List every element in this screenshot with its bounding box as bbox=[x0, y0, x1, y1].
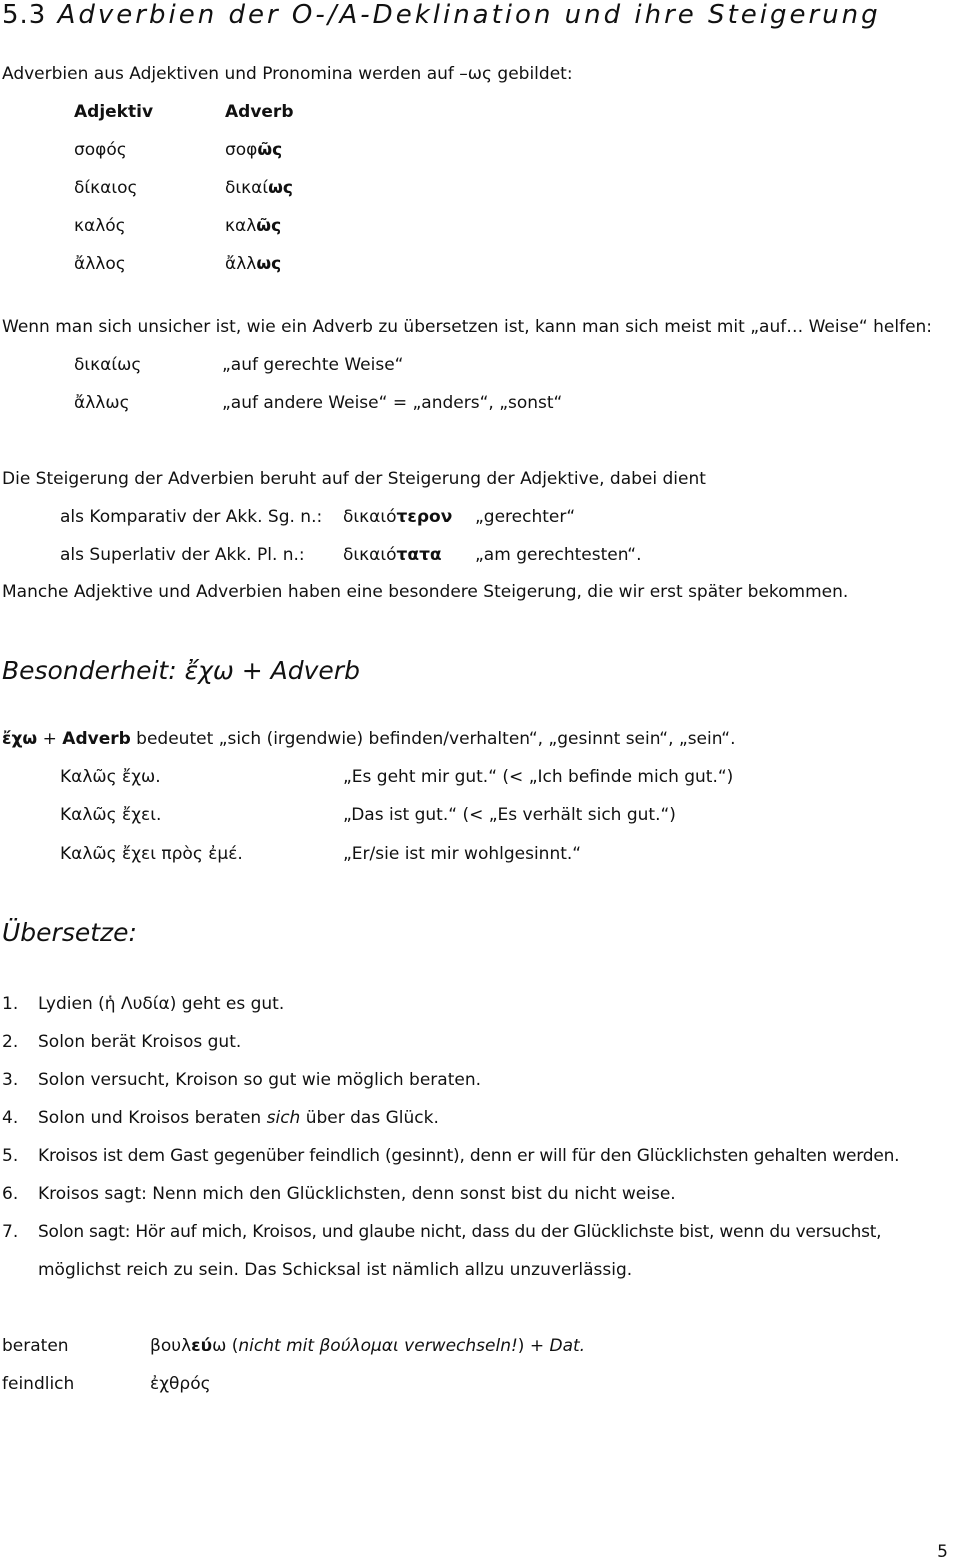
adv-ending: ῶς bbox=[257, 140, 283, 160]
adv-ending: ῶς bbox=[256, 216, 282, 236]
adj-cell: σοφός bbox=[74, 140, 127, 160]
example-german: „Das ist gut.“ (< „Es verhält sich gut.“) bbox=[343, 805, 676, 825]
exercise-text-line2: möglichst reich zu sein. Das Schicksal ist nämlich allzu unzuverlässig. bbox=[38, 1260, 633, 1280]
exercise-text: Solon versucht, Kroison so gut wie möglich beraten. bbox=[38, 1070, 482, 1090]
echo-definition bbox=[2, 728, 735, 750]
steigerung-greek bbox=[343, 544, 442, 566]
steigerung-label: als Komparativ der Akk. Sg. n.: bbox=[60, 507, 323, 527]
vocab-note-close: ) + bbox=[517, 1336, 550, 1356]
exercise-text bbox=[38, 1107, 439, 1129]
exercise-text-pre: Solon und Kroisos beraten bbox=[38, 1108, 267, 1128]
vocab-greek-end: ω bbox=[212, 1336, 227, 1356]
page-title bbox=[2, 0, 881, 30]
exercise-number: 1. bbox=[2, 994, 19, 1014]
adj-cell: ἄλλος bbox=[74, 254, 126, 274]
adv-stem: καλ bbox=[225, 216, 257, 236]
def-echo: ἔχω bbox=[2, 729, 38, 749]
exercise-text-italic: sich bbox=[266, 1108, 301, 1128]
example-greek: Καλῶς ἔχει πρὸς ἐμέ. bbox=[60, 844, 243, 864]
section-heading-besonderheit: Besonderheit: ἔχω + Adverb bbox=[2, 656, 360, 685]
section-title-text: Adverbien der O-/A-Deklination und ihre Steigerung bbox=[57, 0, 881, 30]
vocab-german: feindlich bbox=[2, 1374, 75, 1394]
vocab-note-dat: Dat. bbox=[549, 1336, 586, 1356]
adv-cell bbox=[225, 177, 293, 199]
exercise-text: Kroisos sagt: Nenn mich den Glücklichsten, denn sonst bist du nicht weise. bbox=[38, 1184, 676, 1204]
translate-hint: Wenn man sich unsicher ist, wie ein Adverb zu übersetzen ist, kann man sich meist mit „auf… Weise“ helfen: bbox=[2, 317, 933, 337]
adv-ending: ως bbox=[256, 254, 282, 274]
adv-ending: ως bbox=[268, 178, 293, 198]
steigerung-german: „am gerechtesten“. bbox=[475, 545, 642, 565]
exercise-text: Lydien (ἡ Λυδία) geht es gut. bbox=[38, 994, 285, 1014]
steigerung-label: als Superlativ der Akk. Pl. n.: bbox=[60, 545, 305, 565]
hint-german: „auf gerechte Weise“ bbox=[222, 355, 404, 375]
adv-cell bbox=[225, 253, 281, 275]
vocab-note-open: ( bbox=[226, 1336, 239, 1356]
example-greek: Καλῶς ἔχω. bbox=[60, 767, 161, 787]
adj-cell: καλός bbox=[74, 216, 126, 236]
exercise-number: 6. bbox=[2, 1184, 19, 1204]
exercise-text: Solon berät Kroisos gut. bbox=[38, 1032, 242, 1052]
exercise-number: 3. bbox=[2, 1070, 19, 1090]
greek-ending: τατα bbox=[396, 545, 442, 565]
page-number: 5 bbox=[937, 1542, 948, 1562]
example-german: „Es geht mir gut.“ (< „Ich befinde mich gut.“) bbox=[343, 767, 734, 787]
exercise-text: Kroisos ist dem Gast gegenüber feindlich (gesinnt), denn er will für den Glücklichsten gehalten werden. bbox=[38, 1146, 900, 1166]
exercise-number: 4. bbox=[2, 1108, 19, 1128]
section-number: 5.3 bbox=[2, 0, 47, 30]
vocab-greek bbox=[150, 1335, 585, 1357]
adj-cell: δίκαιος bbox=[74, 178, 138, 198]
def-adverb: Adverb bbox=[62, 729, 131, 749]
steigerung-intro: Die Steigerung der Adverbien beruht auf der Steigerung der Adjektive, dabei dient bbox=[2, 469, 706, 489]
vocab-note-italic: nicht mit βούλομαι verwechseln! bbox=[238, 1336, 518, 1356]
adv-stem: δικαί bbox=[225, 178, 269, 198]
adv-stem: σοφ bbox=[225, 140, 258, 160]
steigerung-note: Manche Adjektive und Adverbien haben eine besondere Steigerung, die wir erst später bekommen. bbox=[2, 582, 849, 602]
vocab-german: beraten bbox=[2, 1336, 69, 1356]
greek-ending: τερον bbox=[396, 507, 453, 527]
steigerung-greek bbox=[343, 506, 452, 528]
header-adverb: Adverb bbox=[225, 102, 294, 122]
vocab-greek-bold: εύ bbox=[191, 1336, 213, 1356]
vocab-greek-stem: βουλ bbox=[150, 1336, 192, 1356]
greek-stem: δικαιό bbox=[343, 507, 397, 527]
adv-cell bbox=[225, 215, 281, 237]
example-greek: Καλῶς ἔχει. bbox=[60, 805, 162, 825]
header-adjektiv: Adjektiv bbox=[74, 102, 154, 122]
exercise-text-post: über das Glück. bbox=[300, 1108, 439, 1128]
hint-german: „auf andere Weise“ = „anders“, „sonst“ bbox=[222, 393, 563, 413]
exercise-number: 2. bbox=[2, 1032, 19, 1052]
exercise-number: 5. bbox=[2, 1146, 19, 1166]
greek-stem: δικαιό bbox=[343, 545, 397, 565]
steigerung-german: „gerechter“ bbox=[475, 507, 576, 527]
section-heading-uebersetze: Übersetze: bbox=[2, 918, 137, 947]
exercise-number: 7. bbox=[2, 1222, 19, 1242]
def-plus: + bbox=[37, 729, 63, 749]
hint-greek: δικαίως bbox=[74, 355, 142, 375]
intro-text: Adverbien aus Adjektiven und Pronomina werden auf –ως gebildet: bbox=[2, 64, 573, 84]
def-rest: bedeutet „sich (irgendwie) befinden/verhalten“, „gesinnt sein“, „sein“. bbox=[130, 729, 736, 749]
hint-greek: ἄλλως bbox=[74, 393, 130, 413]
adv-stem: ἄλλ bbox=[225, 254, 257, 274]
example-german: „Er/sie ist mir wohlgesinnt.“ bbox=[343, 844, 582, 864]
exercise-text-line1: Solon sagt: Hör auf mich, Kroisos, und glaube nicht, dass du der Glücklichste bist, wenn du versuchst, bbox=[38, 1222, 882, 1242]
adv-cell bbox=[225, 139, 282, 161]
vocab-greek: ἐχθρός bbox=[150, 1374, 211, 1394]
